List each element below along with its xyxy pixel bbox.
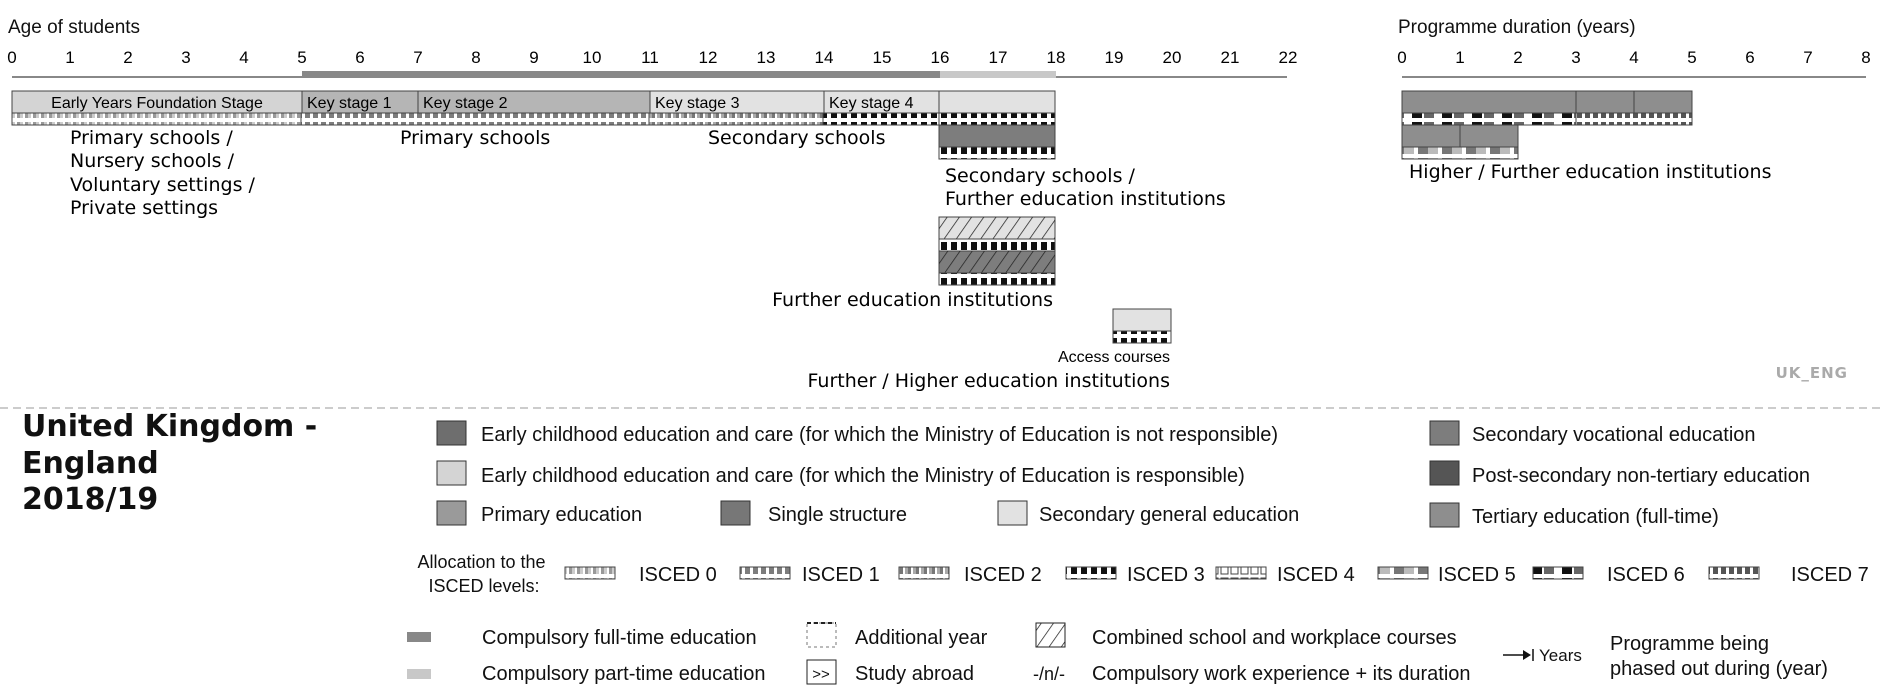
phased-out-label: Programme being phased out during (year): [1610, 633, 1828, 680]
sixth-form-isced3-strip: [939, 113, 1055, 125]
access-courses-label: Access courses: [1057, 349, 1170, 366]
tertiary-master-bar-b: [1634, 91, 1692, 113]
age-tick-label: 15: [872, 48, 892, 67]
duration-tick-label: 2: [1513, 48, 1523, 67]
isced0-legend-swatch: [565, 567, 615, 579]
tertiary-bachelor-bar: [1402, 91, 1576, 113]
duration-tick-label: 7: [1803, 48, 1813, 67]
additional-year-label: Additional year: [855, 627, 988, 649]
legend-secondary-vocational-label: Secondary vocational education: [1472, 424, 1756, 446]
isced1-legend-label: ISCED 1: [802, 564, 880, 586]
isced7-legend-swatch: [1709, 567, 1759, 579]
age-tick-label: 13: [756, 48, 776, 67]
isced1-legend-swatch: [740, 567, 790, 579]
tertiary-institutions-label: Higher / Further education institutions: [1409, 161, 1772, 183]
duration-tick-label: 4: [1629, 48, 1639, 67]
legend-post-secondary-label: Post-secondary non-tertiary education: [1472, 465, 1810, 487]
legend-ecec-not-moe-label: Early childhood education and care (for which the Ministry of Education is not responsible): [481, 424, 1279, 446]
country-title: United Kingdom - England 2018/19: [22, 409, 318, 517]
stage-label: Early Years Foundation Stage: [51, 95, 263, 112]
tertiary-bachelor-isced6-strip: [1402, 113, 1576, 125]
legend-ecec-not-moe-swatch: [437, 421, 466, 445]
legend-secondary-vocational-swatch: [1430, 421, 1459, 445]
isced6-legend-swatch: [1533, 567, 1583, 579]
isced0-legend-label: ISCED 0: [639, 564, 717, 586]
sec-further-institutions-label: Secondary schools / Further education institutions: [945, 165, 1226, 210]
age-tick-label: 12: [698, 48, 718, 67]
tertiary-short-isced5-strip: [1402, 147, 1518, 159]
compulsory-full-time-bar: [302, 71, 940, 78]
stage-bars: [12, 91, 940, 113]
age-tick-label: 2: [123, 48, 133, 67]
age-tick-label: 14: [814, 48, 834, 67]
legend-primary-swatch: [437, 501, 466, 525]
access-courses-bar: [1113, 309, 1171, 331]
isced2-legend-swatch: [899, 567, 949, 579]
age-tick-label: 18: [1046, 48, 1066, 67]
further-general-hatch: [939, 217, 1055, 239]
age-tick-label: 6: [355, 48, 365, 67]
vocational-isced3-strip: [939, 147, 1055, 159]
sixth-form-bar: [939, 91, 1055, 113]
isced3-legend-swatch: [1066, 567, 1116, 579]
isced3-strip: [823, 113, 939, 125]
age-tick-label: 1: [65, 48, 75, 67]
legend-secondary-general-swatch: [998, 501, 1027, 525]
age-tick-label: 0: [7, 48, 17, 67]
stage-label: Key stage 4: [829, 95, 914, 112]
age-tick-label: 5: [297, 48, 307, 67]
further-general-isced3-strip: [939, 239, 1055, 251]
isced5-legend-label: ISCED 5: [1438, 564, 1516, 586]
legend-primary-label: Primary education: [481, 504, 643, 526]
duration-axis-ticks: [1397, 48, 1870, 67]
tertiary-master-isced7-strip: [1576, 113, 1692, 125]
tertiary-short-bar-a: [1402, 125, 1460, 147]
primary-institutions-label: Primary schools: [400, 127, 551, 149]
secondary-institutions-label: Secondary schools: [708, 127, 886, 149]
legend-secondary-general-label: Secondary general education: [1039, 504, 1300, 526]
tertiary-master-bar-a: [1576, 91, 1634, 113]
country-code: UK_ENG: [1775, 364, 1848, 382]
legend-ecec-moe-swatch: [437, 461, 466, 485]
duration-tick-label: 3: [1571, 48, 1581, 67]
compulsory-part-label: Compulsory part-time education: [482, 663, 766, 685]
isced4-legend-swatch: [1216, 567, 1266, 579]
legend-ecec-moe-label: Early childhood education and care (for which the Ministry of Education is responsible): [481, 465, 1245, 487]
isced2-strip: [649, 113, 823, 125]
duration-axis-title: Programme duration (years): [1398, 17, 1636, 38]
age-tick-label: 20: [1162, 48, 1182, 67]
age-tick-label: 22: [1278, 48, 1298, 67]
age-tick-label: 16: [930, 48, 950, 67]
age-tick-label: 9: [529, 48, 539, 67]
duration-tick-label: 8: [1861, 48, 1871, 67]
study-abroad-label: Study abroad: [855, 663, 974, 685]
compulsory-part-time-bar: [940, 71, 1056, 78]
combined-school-work-icon: [1036, 623, 1065, 647]
duration-tick-label: 6: [1745, 48, 1755, 67]
further-vocational-hatch: [939, 251, 1055, 273]
study-abroad-symbol: >>: [812, 666, 830, 683]
isced6-legend-label: ISCED 6: [1607, 564, 1685, 586]
further-institutions-label: Further education institutions: [772, 289, 1053, 311]
legend-single-structure-swatch: [721, 501, 750, 525]
age-axis-ticks: [7, 48, 1297, 67]
stage-label: Key stage 1: [307, 95, 392, 112]
isced0-strip: [12, 113, 301, 125]
duration-tick-label: 0: [1397, 48, 1407, 67]
age-tick-label: 11: [641, 48, 659, 67]
isced2-legend-label: ISCED 2: [964, 564, 1042, 586]
legend-tertiary-swatch: [1430, 503, 1459, 527]
age-tick-label: 17: [988, 48, 1008, 67]
access-courses-isced3-strip: [1113, 331, 1171, 343]
arrow-right-icon: [1503, 649, 1533, 661]
age-tick-label: 7: [413, 48, 423, 67]
age-tick-label: 4: [239, 48, 249, 67]
stage-label: Key stage 2: [423, 95, 508, 112]
isced5-legend-swatch: [1378, 567, 1428, 579]
age-tick-label: 8: [471, 48, 481, 67]
years-symbol-label: Years: [1539, 646, 1582, 665]
duration-tick-label: 1: [1455, 48, 1465, 67]
compulsory-full-label: Compulsory full-time education: [482, 627, 757, 649]
duration-tick-label: 5: [1687, 48, 1697, 67]
tertiary-short-bar-b: [1460, 125, 1518, 147]
isced1-strip: [301, 113, 649, 125]
vocational-bar: [939, 125, 1055, 147]
combined-school-work-label: Combined school and workplace courses: [1092, 627, 1457, 649]
further-vocational-isced3-strip: [939, 273, 1055, 285]
legend-post-secondary-swatch: [1430, 461, 1459, 485]
age-tick-label: 10: [582, 48, 602, 67]
compulsory-full-swatch: [407, 632, 431, 642]
ecec-institutions-label: Primary schools / Nursery schools / Voluntary settings / Private settings: [70, 127, 255, 219]
work-experience-symbol: -/n/-: [1033, 664, 1066, 684]
legend-tertiary-label: Tertiary education (full-time): [1472, 506, 1719, 528]
age-tick-label: 19: [1104, 48, 1124, 67]
isced7-legend-label: ISCED 7: [1791, 564, 1869, 586]
additional-year-icon: [807, 623, 836, 647]
isced4-legend-label: ISCED 4: [1277, 564, 1355, 586]
stage-label: Key stage 3: [655, 95, 740, 112]
isced3-legend-label: ISCED 3: [1127, 564, 1205, 586]
legend-single-structure-label: Single structure: [768, 504, 907, 526]
isced-allocation-label: Allocation to the ISCED levels:: [417, 552, 546, 596]
age-tick-label: 3: [181, 48, 191, 67]
further-higher-institutions-label: Further / Higher education institutions: [807, 370, 1170, 392]
work-experience-label: Compulsory work experience + its duration: [1092, 663, 1471, 685]
age-axis-title: Age of students: [8, 17, 141, 38]
compulsory-part-swatch: [407, 669, 431, 679]
age-tick-label: 21: [1220, 48, 1240, 67]
